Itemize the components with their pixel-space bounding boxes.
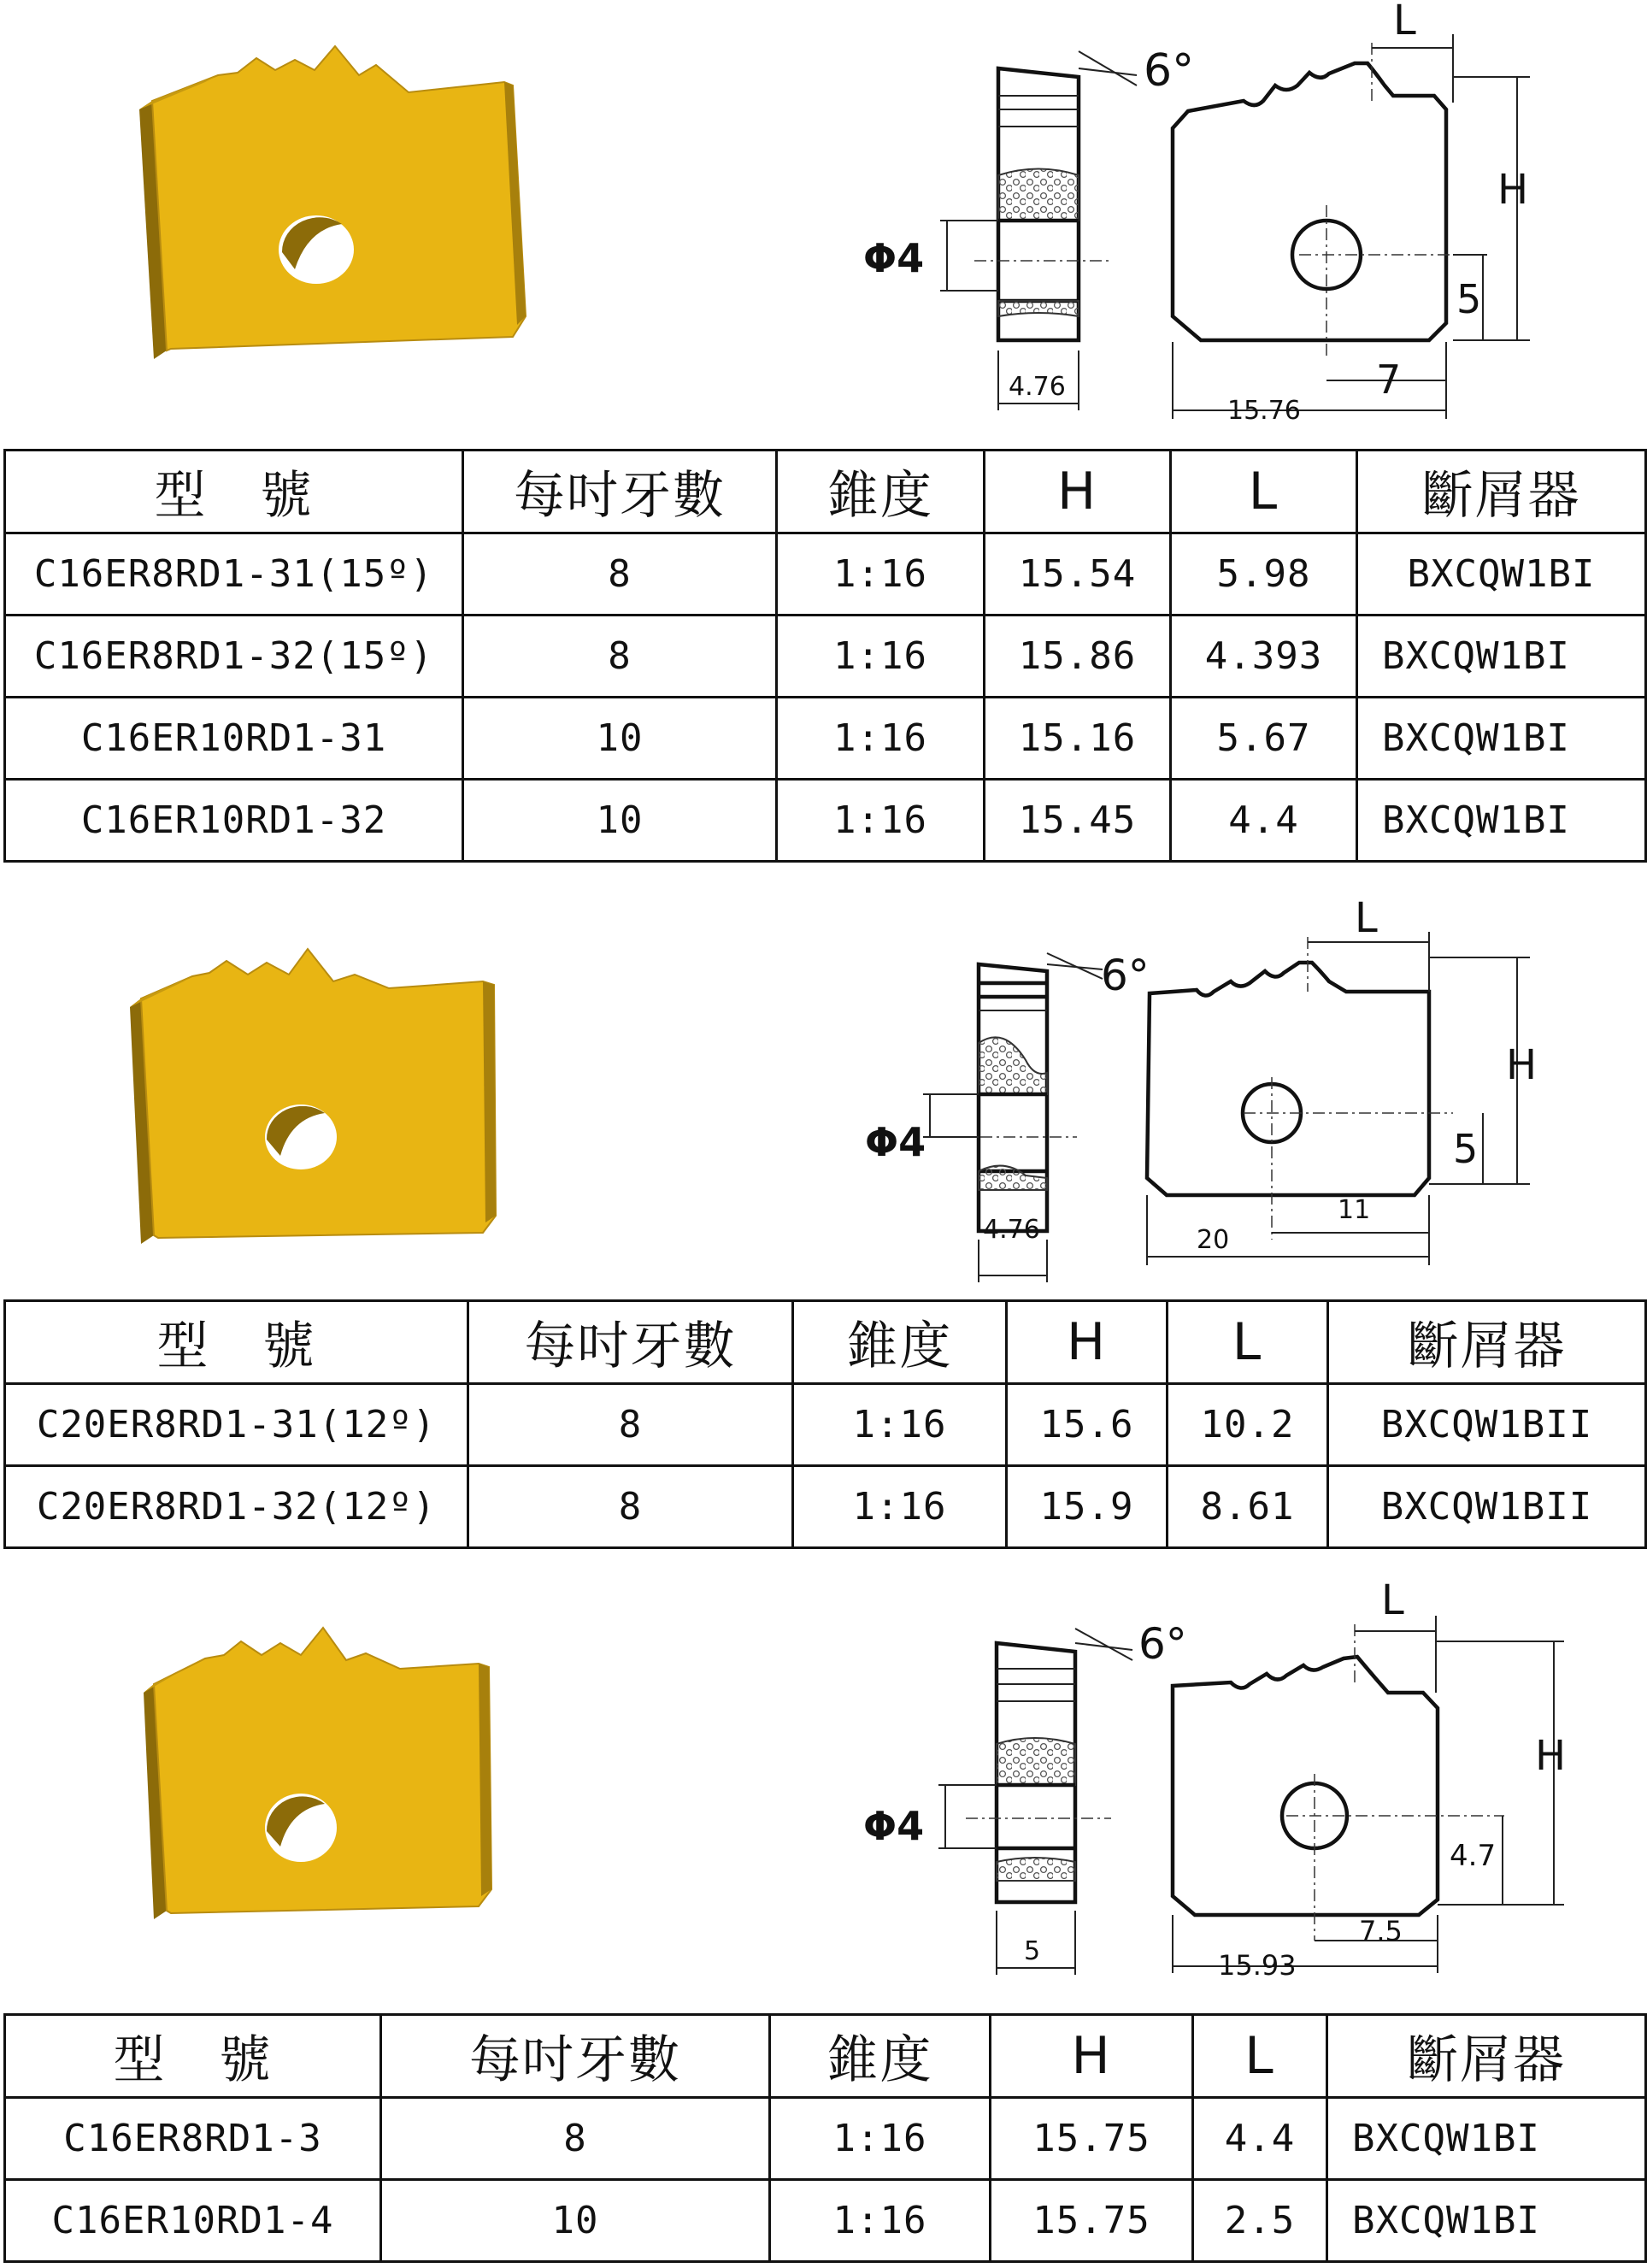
cell-breaker: BXCQW1BI: [1357, 533, 1646, 616]
cell-taper: 1:16: [777, 533, 985, 616]
table-row: [5, 2180, 1646, 2262]
cell-breaker: BXCQW1BI: [1357, 616, 1646, 698]
section-2: [0, 881, 1647, 1547]
thickness-label: 4.76: [1009, 372, 1066, 402]
table-row: [5, 533, 1646, 616]
table-row: [5, 698, 1646, 780]
cell-breaker: BXCQW1BI: [1357, 698, 1646, 780]
header-tpi: 每吋牙數: [468, 1301, 793, 1384]
side-view-icon: [940, 51, 1137, 410]
thickness-label: 4.76: [983, 1215, 1040, 1245]
dim-H: H: [1535, 1732, 1567, 1780]
header-taper: 錐度: [793, 1301, 1007, 1384]
dim-width: 15.93: [1218, 1949, 1297, 1982]
cell-tpi: 8: [463, 533, 777, 616]
dim-hole-y: 5: [1456, 276, 1482, 322]
cell-breaker: BXCQW1BI: [1357, 780, 1646, 862]
thickness-label: 5: [1024, 1936, 1041, 1966]
cell-model: C16ER10RD1-31: [5, 698, 463, 780]
drawing-3: [0, 1564, 1647, 2009]
cell-taper: 1:16: [777, 616, 985, 698]
table-header: [5, 1301, 1646, 1384]
insert-3d-icon: [144, 1628, 491, 1919]
cell-h: 15.75: [991, 2180, 1193, 2262]
header-h: H: [991, 2015, 1193, 2098]
cell-breaker: BXCQW1BI: [1327, 2180, 1646, 2262]
spec-table-3: [3, 2013, 1647, 2263]
spec-table-2: [3, 1299, 1647, 1549]
cell-taper: 1:16: [793, 1384, 1007, 1466]
dim-hole-y: 4.7: [1450, 1839, 1497, 1873]
header-breaker: 斷屑器: [1328, 1301, 1646, 1384]
cell-h: 15.54: [985, 533, 1171, 616]
cell-breaker: BXCQW1BI: [1327, 2098, 1646, 2180]
side-view-icon: [938, 1629, 1132, 1975]
cell-h: 15.9: [1007, 1466, 1168, 1548]
section-1: [0, 0, 1647, 863]
table-row: [5, 1466, 1646, 1548]
cell-taper: 1:16: [770, 2098, 991, 2180]
hole-dia-label: Φ4: [865, 1119, 926, 1165]
drawing-2: [0, 881, 1647, 1291]
cell-tpi: 8: [468, 1466, 793, 1548]
cell-l: 5.98: [1171, 533, 1357, 616]
cell-model: C20ER8RD1-32(12º): [5, 1466, 468, 1548]
cell-h: 15.16: [985, 698, 1171, 780]
header-l: L: [1168, 1301, 1328, 1384]
cell-model: C16ER10RD1-4: [5, 2180, 381, 2262]
cell-l: 4.393: [1171, 616, 1357, 698]
angle-label: 6°: [1144, 45, 1195, 97]
cell-l: 4.4: [1193, 2098, 1327, 2180]
cell-h: 15.75: [991, 2098, 1193, 2180]
dim-H: H: [1497, 166, 1529, 214]
table-row: [5, 780, 1646, 862]
header-taper: 錐度: [770, 2015, 991, 2098]
header-model: 型 號: [5, 1301, 468, 1384]
dim-L: L: [1381, 1576, 1404, 1624]
hole-dia-label: Φ4: [863, 235, 925, 281]
cell-l: 4.4: [1171, 780, 1357, 862]
cell-model: C16ER8RD1-32(15º): [5, 616, 463, 698]
dim-width: 15.76: [1227, 396, 1301, 426]
header-h: H: [1007, 1301, 1168, 1384]
cell-tpi: 8: [468, 1384, 793, 1466]
cell-breaker: BXCQW1BII: [1328, 1384, 1646, 1466]
cell-l: 8.61: [1168, 1466, 1328, 1548]
cell-l: 5.67: [1171, 698, 1357, 780]
cell-taper: 1:16: [777, 698, 985, 780]
cell-l: 10.2: [1168, 1384, 1328, 1466]
dim-L: L: [1355, 894, 1378, 942]
header-taper: 錐度: [777, 451, 985, 533]
cell-model: C16ER10RD1-32: [5, 780, 463, 862]
dim-hole-x: 7: [1376, 356, 1402, 403]
cell-h: 15.45: [985, 780, 1171, 862]
table-row: [5, 1384, 1646, 1466]
hole-dia-label: Φ4: [863, 1803, 925, 1849]
dim-H: H: [1506, 1041, 1538, 1089]
table-row: [5, 2098, 1646, 2180]
table-row: [5, 616, 1646, 698]
header-breaker: 斷屑器: [1327, 2015, 1646, 2098]
header-tpi: 每吋牙數: [381, 2015, 770, 2098]
cell-tpi: 10: [463, 698, 777, 780]
drawing-1: [0, 0, 1647, 445]
cell-tpi: 10: [381, 2180, 770, 2262]
insert-3d-icon: [130, 949, 496, 1244]
dim-L: L: [1393, 0, 1416, 44]
cell-tpi: 8: [381, 2098, 770, 2180]
cell-breaker: BXCQW1BII: [1328, 1466, 1646, 1548]
header-breaker: 斷屑器: [1357, 451, 1646, 533]
header-l: L: [1193, 2015, 1327, 2098]
header-tpi: 每吋牙數: [463, 451, 777, 533]
dim-hole-x: 7.5: [1359, 1915, 1403, 1947]
angle-label: 6°: [1101, 951, 1150, 1000]
dim-hole-x: 11: [1338, 1195, 1371, 1225]
front-view-icon: [1173, 34, 1530, 419]
dim-width: 20: [1197, 1225, 1230, 1255]
cell-model: C16ER8RD1-31(15º): [5, 533, 463, 616]
cell-tpi: 8: [463, 616, 777, 698]
header-h: H: [985, 451, 1171, 533]
angle-label: 6°: [1138, 1619, 1187, 1669]
cell-l: 2.5: [1193, 2180, 1327, 2262]
table-header: [5, 2015, 1646, 2098]
cell-taper: 1:16: [777, 780, 985, 862]
cell-tpi: 10: [463, 780, 777, 862]
cell-taper: 1:16: [793, 1466, 1007, 1548]
insert-3d-icon: [139, 46, 526, 359]
cell-model: C20ER8RD1-31(12º): [5, 1384, 468, 1466]
section-3: [0, 1564, 1647, 2268]
header-model: 型 號: [5, 2015, 381, 2098]
header-model: 型 號: [5, 451, 463, 533]
cell-taper: 1:16: [770, 2180, 991, 2262]
cell-h: 15.86: [985, 616, 1171, 698]
dim-hole-y: 5: [1453, 1126, 1479, 1172]
cell-model: C16ER8RD1-3: [5, 2098, 381, 2180]
table-header: [5, 451, 1646, 533]
spec-table-1: [3, 449, 1647, 863]
cell-h: 15.6: [1007, 1384, 1168, 1466]
header-l: L: [1171, 451, 1357, 533]
